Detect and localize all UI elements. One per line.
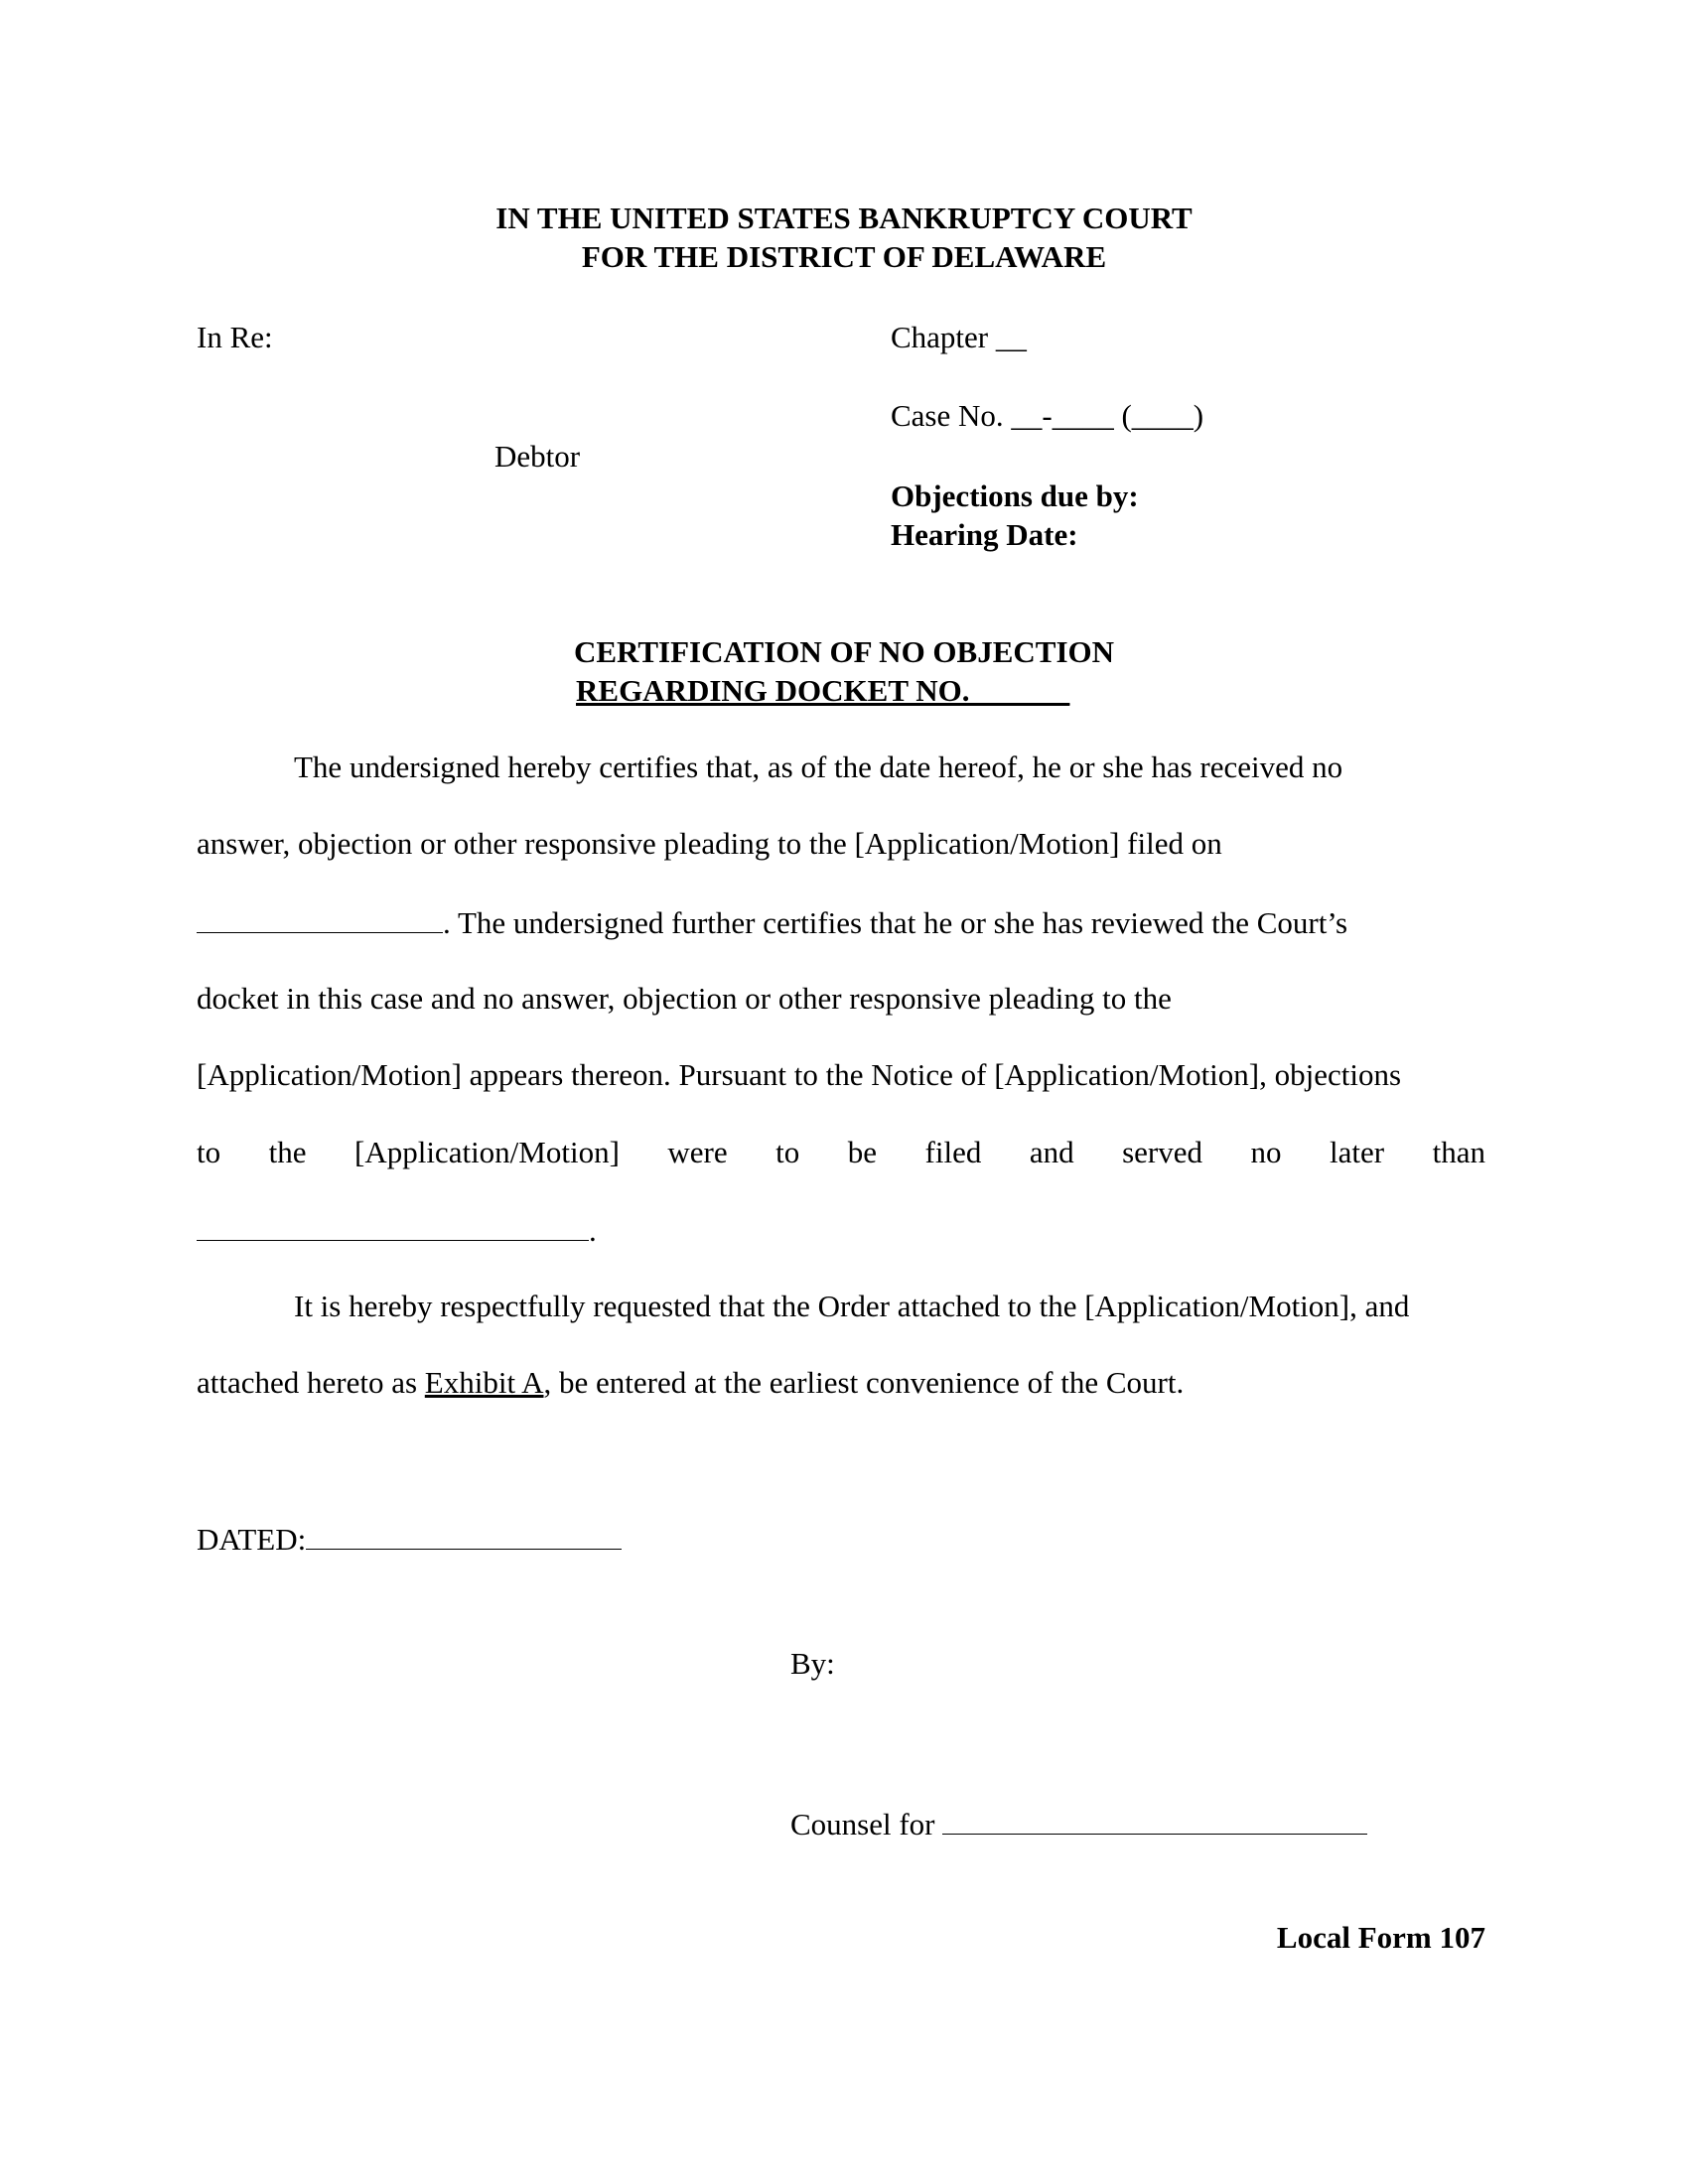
paragraph1-line5: [Application/Motion] appears thereon. Pursuant to the Notice of [Application/Motion], objections	[197, 1057, 1402, 1092]
case-number-field: Case No. __-____ (____)	[891, 398, 1204, 433]
word: later	[1330, 1135, 1385, 1169]
paragraph1-line6	[197, 1134, 1485, 1171]
filed-on-date-blank	[197, 902, 443, 933]
by-label: By:	[790, 1646, 835, 1681]
objection-deadline-blank	[197, 1210, 589, 1241]
counsel-for-blank	[942, 1804, 1367, 1835]
paragraph1-line3-text: . The undersigned further certifies that he or she has reviewed the Court’s	[443, 905, 1348, 940]
exhibit-a-reference: Exhibit A	[424, 1365, 544, 1400]
document-title-line2: REGARDING DOCKET NO. ______	[576, 673, 1070, 708]
dated-line	[197, 1519, 622, 1559]
chapter-field: Chapter __	[891, 320, 1027, 354]
counsel-line	[790, 1804, 1367, 1843]
hearing-date-label: Hearing Date:	[891, 517, 1078, 552]
document-title-line1: CERTIFICATION OF NO OBJECTION	[573, 634, 1115, 669]
paragraph1-line3	[197, 902, 1485, 942]
word: and	[1029, 1135, 1074, 1169]
paragraph1-line2: answer, objection or other responsive pleading to the [Application/Motion] filed on	[197, 826, 1222, 861]
word: filed	[924, 1135, 982, 1169]
word: the	[268, 1135, 307, 1169]
dated-blank	[306, 1519, 622, 1550]
paragraph2-text-a: attached hereto as	[197, 1365, 425, 1400]
word: to	[197, 1135, 221, 1169]
word: served	[1122, 1135, 1203, 1169]
paragraph1-line1: The undersigned hereby certifies that, as of the date hereof, he or she has received no	[294, 750, 1343, 784]
dated-label: DATED:	[197, 1522, 307, 1557]
word: were	[667, 1135, 728, 1169]
counsel-for-label: Counsel for	[790, 1807, 943, 1842]
court-name-line2: FOR THE DISTRICT OF DELAWARE	[581, 239, 1107, 274]
court-name-line1: IN THE UNITED STATES BANKRUPTCY COURT	[495, 201, 1193, 235]
word: no	[1250, 1135, 1282, 1169]
local-form-label: Local Form 107	[1276, 1920, 1485, 1955]
paragraph2-line1: It is hereby respectfully requested that the Order attached to the [Application/Motion], and	[294, 1289, 1410, 1323]
paragraph2-text-b: , be entered at the earliest convenience of the Court.	[543, 1365, 1185, 1400]
word: to	[775, 1135, 800, 1169]
in-re-label: In Re:	[197, 320, 273, 354]
paragraph1-line4: docket in this case and no answer, objection or other responsive pleading to the	[197, 981, 1172, 1016]
objections-due-label: Objections due by:	[891, 478, 1139, 513]
word: [Application/Motion]	[354, 1135, 620, 1169]
debtor-label: Debtor	[494, 439, 581, 474]
word: be	[847, 1135, 878, 1169]
paragraph2-line2	[197, 1364, 1184, 1402]
paragraph1-line7	[197, 1210, 597, 1250]
period: .	[589, 1213, 597, 1248]
word: than	[1432, 1135, 1485, 1169]
